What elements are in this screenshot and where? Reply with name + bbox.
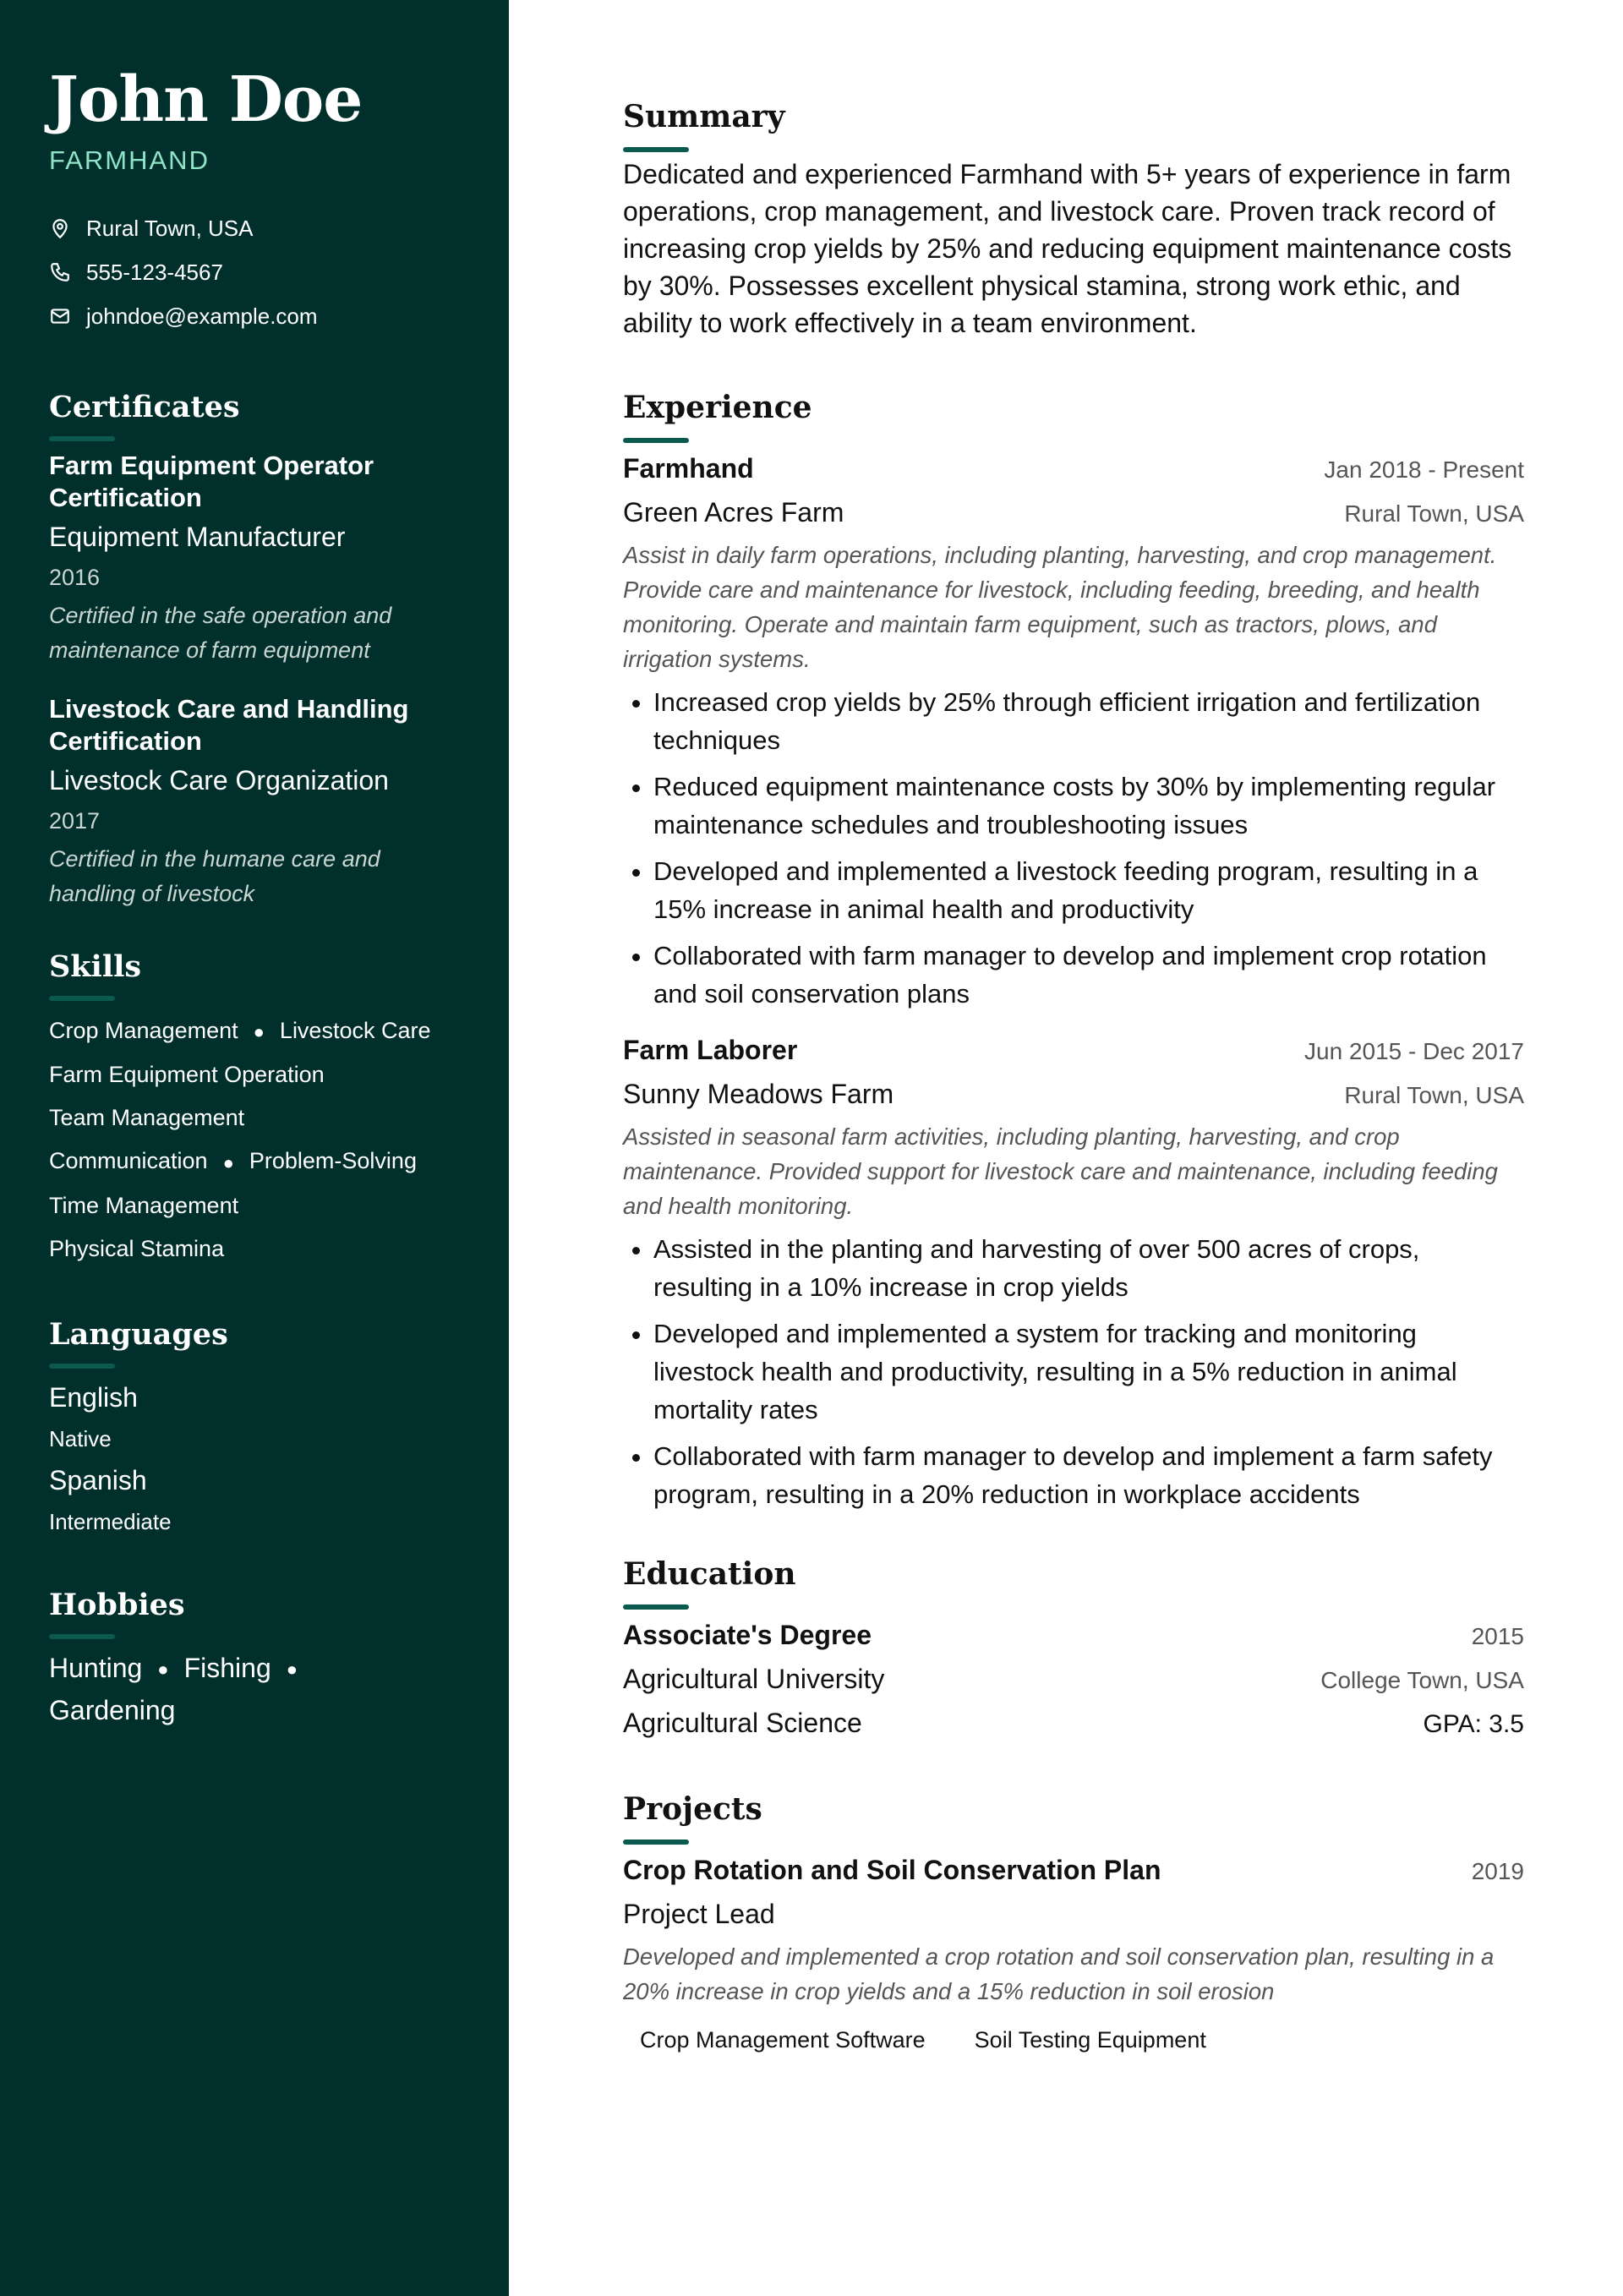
bullet-dot: ● bbox=[286, 1659, 298, 1681]
job-header-row bbox=[623, 1028, 1524, 1072]
education-degree: Associate's Degree bbox=[623, 1620, 872, 1650]
job-entry bbox=[623, 1028, 1524, 1513]
summary-text: Dedicated and experienced Farmhand with 5+ years of experience in farm operations, crop management, and livestock care. Proven track record of increasing crop yields by 25% and reducing equipment maintenance costs by 30%. Possesses excellent physical stamina, strong work ethic, and ability to work effectively in a team environment. bbox=[623, 159, 1512, 338]
skill-item: Crop Management bbox=[49, 1018, 238, 1043]
heading-underline bbox=[623, 147, 689, 152]
heading-underline bbox=[49, 1634, 115, 1639]
education-degree-row bbox=[623, 1613, 1524, 1657]
language-name: Spanish bbox=[49, 1464, 147, 1495]
project-role: Project Lead bbox=[623, 1899, 775, 1929]
job-location: Rural Town, USA bbox=[1344, 500, 1524, 527]
job-entry bbox=[623, 446, 1524, 1013]
list-item: • Collaborated with farm manager to develop and implement crop rotation and soil conservation plans bbox=[653, 937, 1524, 1013]
language-name: English bbox=[49, 1381, 138, 1413]
certificate-item bbox=[49, 693, 460, 911]
skill-row bbox=[49, 1096, 460, 1140]
job-location: Rural Town, USA bbox=[1344, 1082, 1524, 1108]
candidate-role: FARMHAND bbox=[49, 145, 210, 175]
certificates-heading: Certificates bbox=[49, 390, 240, 424]
job-company-row bbox=[623, 490, 1524, 534]
project-header-row bbox=[623, 1848, 1524, 1892]
hobby-row bbox=[49, 1690, 460, 1730]
job-company-row bbox=[623, 1072, 1524, 1116]
project-title: Crop Rotation and Soil Conservation Plan bbox=[623, 1855, 1161, 1885]
bullet-dot: ● bbox=[222, 1151, 234, 1173]
bullet-dot: ● bbox=[157, 1659, 169, 1681]
job-title: Farm Laborer bbox=[623, 1035, 798, 1065]
skill-item: Communication bbox=[49, 1148, 208, 1174]
job-date: Jan 2018 - Present bbox=[1324, 456, 1524, 483]
language-level: Native bbox=[49, 1425, 112, 1451]
bullet-dot: ● bbox=[253, 1021, 265, 1043]
skill-item: Physical Stamina bbox=[49, 1235, 225, 1261]
certificates-section bbox=[49, 387, 460, 911]
summary-section bbox=[623, 96, 1524, 342]
education-field-row bbox=[623, 1701, 1524, 1745]
hobby-item: Fishing bbox=[183, 1652, 271, 1683]
education-section bbox=[623, 1554, 1524, 1745]
main-content bbox=[623, 0, 1524, 2062]
job-date: Jun 2015 - Dec 2017 bbox=[1304, 1038, 1524, 1064]
project-tag: Crop Management Software bbox=[640, 2027, 926, 2053]
contact-location bbox=[49, 206, 460, 250]
location-text: Rural Town, USA bbox=[86, 215, 254, 241]
skill-item: Livestock Care bbox=[279, 1018, 431, 1043]
project-year: 2019 bbox=[1471, 1858, 1524, 1884]
list-item: • Increased crop yields by 25% through efficient irrigation and fertilization techniques bbox=[653, 683, 1524, 759]
certificate-desc: Certified in the humane care and handling of livestock bbox=[49, 846, 380, 906]
list-item: • Developed and implemented a livestock feeding program, resulting in a 15% increase in animal health and productivity bbox=[653, 852, 1524, 928]
hobby-row bbox=[49, 1648, 460, 1691]
contact-list bbox=[49, 206, 460, 338]
phone-text: 555-123-4567 bbox=[86, 259, 223, 285]
certificate-title: Farm Equipment Operator Certification bbox=[49, 451, 374, 512]
job-company: Green Acres Farm bbox=[623, 497, 844, 528]
sidebar bbox=[0, 0, 509, 2296]
list-item: • Assisted in the planting and harvesting of over 500 acres of crops, resulting in a 10% increase in crop yields bbox=[653, 1230, 1524, 1306]
certificate-title: Livestock Care and Handling Certification bbox=[49, 694, 409, 756]
hobbies-section bbox=[49, 1585, 460, 1731]
list-item: • Reduced equipment maintenance costs by 30% by implementing regular maintenance schedules and troubleshooting issues bbox=[653, 768, 1524, 844]
languages-section bbox=[49, 1315, 460, 1543]
certificate-year: 2017 bbox=[49, 808, 101, 834]
heading-underline bbox=[49, 1364, 115, 1369]
heading-underline bbox=[49, 436, 115, 441]
email-text: johndoe@example.com bbox=[86, 303, 318, 329]
education-heading: Education bbox=[623, 1556, 796, 1592]
job-description: Assist in daily farm operations, including planting, harvesting, and crop management. Provide care and maintenance for livestock, including feeding, breeding, and health monitoring. Operate and maintain farm equipment, such as tractors, plows, and irrigation systems. bbox=[623, 542, 1497, 672]
hobby-item: Gardening bbox=[49, 1695, 176, 1726]
mail-icon bbox=[49, 305, 71, 327]
skill-row bbox=[49, 1184, 460, 1227]
projects-heading: Projects bbox=[623, 1791, 762, 1827]
certificate-org: Equipment Manufacturer bbox=[49, 522, 346, 552]
education-field: Agricultural Science bbox=[623, 1708, 862, 1738]
list-item: • Developed and implemented a system for tracking and monitoring livestock health and productivity, resulting in a 5% reduction in animal mortality rates bbox=[653, 1315, 1524, 1429]
contact-email[interactable] bbox=[49, 294, 460, 338]
job-company: Sunny Meadows Farm bbox=[623, 1079, 894, 1109]
skills-section bbox=[49, 947, 460, 1271]
certificate-item bbox=[49, 450, 460, 668]
education-school: Agricultural University bbox=[623, 1664, 885, 1694]
education-location: College Town, USA bbox=[1320, 1667, 1524, 1693]
skill-row bbox=[49, 1053, 460, 1096]
skill-row bbox=[49, 1140, 460, 1184]
certificate-org: Livestock Care Organization bbox=[49, 765, 389, 795]
heading-underline bbox=[623, 438, 689, 443]
skill-row bbox=[49, 1227, 460, 1271]
achievement-list bbox=[623, 683, 1524, 1013]
job-header-row bbox=[623, 446, 1524, 490]
phone-icon bbox=[49, 261, 71, 283]
language-level: Intermediate bbox=[49, 1508, 172, 1534]
skill-item: Farm Equipment Operation bbox=[49, 1062, 325, 1088]
experience-section bbox=[623, 387, 1524, 1513]
certificate-desc: Certified in the safe operation and maintenance of farm equipment bbox=[49, 603, 392, 663]
project-tags bbox=[623, 2019, 1524, 2062]
location-pin-icon bbox=[49, 217, 71, 239]
skills-heading: Skills bbox=[49, 949, 142, 984]
project-tag: Soil Testing Equipment bbox=[974, 2027, 1206, 2053]
hobbies-heading: Hobbies bbox=[49, 1587, 185, 1622]
list-item: • Collaborated with farm manager to develop and implement a farm safety program, resulting in a 20% reduction in workplace accidents bbox=[653, 1437, 1524, 1513]
certificate-year: 2016 bbox=[49, 565, 101, 590]
project-description: Developed and implemented a crop rotation and soil conservation plan, resulting in a 20% increase in crop yields and a 15% reduction in soil erosion bbox=[623, 1943, 1495, 2004]
education-gpa: GPA: 3.5 bbox=[1423, 1710, 1524, 1738]
languages-heading: Languages bbox=[49, 1316, 228, 1352]
experience-heading: Experience bbox=[623, 390, 812, 425]
heading-underline bbox=[623, 1840, 689, 1845]
projects-section bbox=[623, 1789, 1524, 2062]
skill-item: Problem-Solving bbox=[249, 1148, 417, 1174]
heading-underline bbox=[49, 996, 115, 1001]
summary-heading: Summary bbox=[623, 99, 785, 134]
achievement-list bbox=[623, 1230, 1524, 1513]
education-school-row bbox=[623, 1657, 1524, 1701]
skill-item: Team Management bbox=[49, 1105, 245, 1131]
candidate-name: John Doe bbox=[49, 63, 363, 136]
skill-item: Time Management bbox=[49, 1192, 239, 1218]
skill-row bbox=[49, 1009, 460, 1053]
job-title: Farmhand bbox=[623, 453, 754, 484]
heading-underline bbox=[623, 1604, 689, 1610]
job-description: Assisted in seasonal farm activities, including planting, harvesting, and crop maintenance. Provided support for livestock care and maintenance, including feeding and health monitoring. bbox=[623, 1123, 1498, 1219]
education-year: 2015 bbox=[1471, 1623, 1524, 1649]
hobby-item: Hunting bbox=[49, 1652, 143, 1683]
contact-phone[interactable] bbox=[49, 250, 460, 294]
